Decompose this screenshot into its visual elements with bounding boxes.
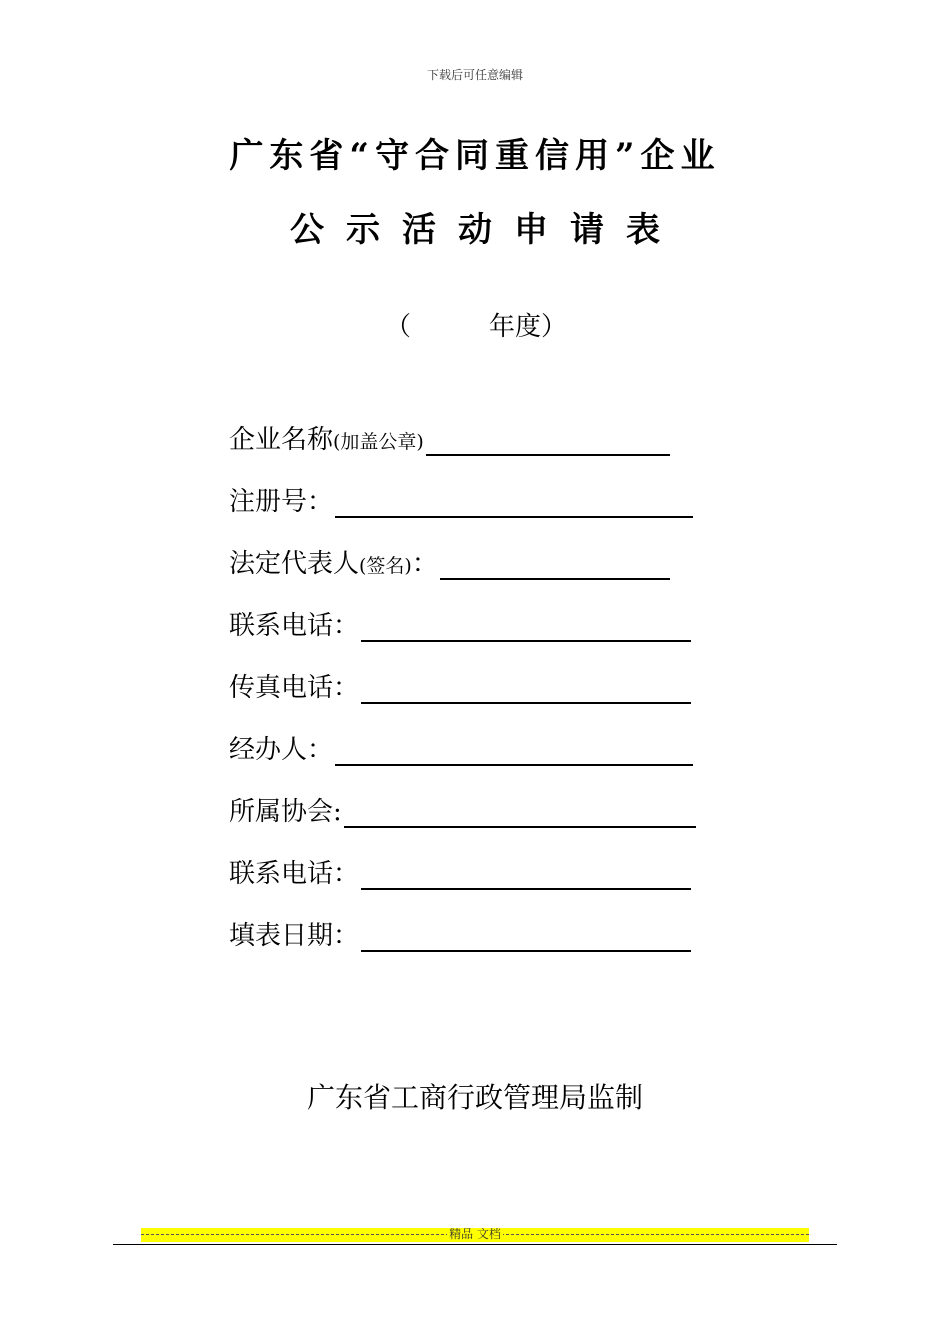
field-fax-phone	[229, 664, 691, 704]
field-label: 填表日期：	[229, 921, 360, 951]
contact-phone-2-input-line[interactable]	[361, 858, 691, 890]
field-contact-phone	[229, 602, 691, 642]
field-fill-date	[229, 912, 691, 952]
field-note: (加盖公章)	[333, 431, 424, 453]
year-line	[385, 306, 567, 343]
field-label: 联系电话：	[229, 859, 360, 889]
year-open-paren: （	[385, 312, 412, 342]
footer-organization: 广东省工商行政管理局监制	[306, 1081, 643, 1114]
field-label: 注册号：	[229, 487, 334, 517]
header-note: 下载后可任意编辑	[426, 68, 523, 82]
field-label: 经办人：	[229, 735, 334, 765]
fill-date-input-line[interactable]	[361, 920, 691, 952]
bottom-highlight-bar	[141, 1228, 809, 1242]
handler-input-line[interactable]	[335, 734, 693, 766]
field-registration-number	[229, 478, 693, 518]
title-line-1: 广东省“守合同重信用”企业	[229, 136, 721, 176]
field-legal-representative	[229, 540, 670, 580]
field-handler	[229, 726, 693, 766]
bottom-bar-label: 精品 文档	[449, 1228, 501, 1241]
year-label: 年度）	[489, 312, 568, 342]
title-line-2: 公示活动申请表	[290, 210, 682, 250]
contact-phone-input-line[interactable]	[361, 610, 691, 642]
bottom-rule	[113, 1244, 837, 1245]
field-label: 企业名称(加盖公章)	[229, 425, 424, 455]
field-label: 传真电话：	[229, 673, 360, 703]
field-label: 法定代表人(签名)：	[229, 549, 438, 579]
association-input-line[interactable]	[344, 796, 696, 828]
field-label: 联系电话：	[229, 611, 360, 641]
field-note: (签名)	[359, 555, 412, 577]
field-label: 所属协会:	[229, 797, 342, 827]
field-contact-phone-2	[229, 850, 691, 890]
field-company-name	[229, 416, 670, 456]
company-name-input-line[interactable]	[426, 424, 670, 456]
legal-representative-input-line[interactable]	[440, 548, 670, 580]
field-association	[229, 788, 696, 828]
fax-phone-input-line[interactable]	[361, 672, 691, 704]
registration-number-input-line[interactable]	[335, 486, 693, 518]
